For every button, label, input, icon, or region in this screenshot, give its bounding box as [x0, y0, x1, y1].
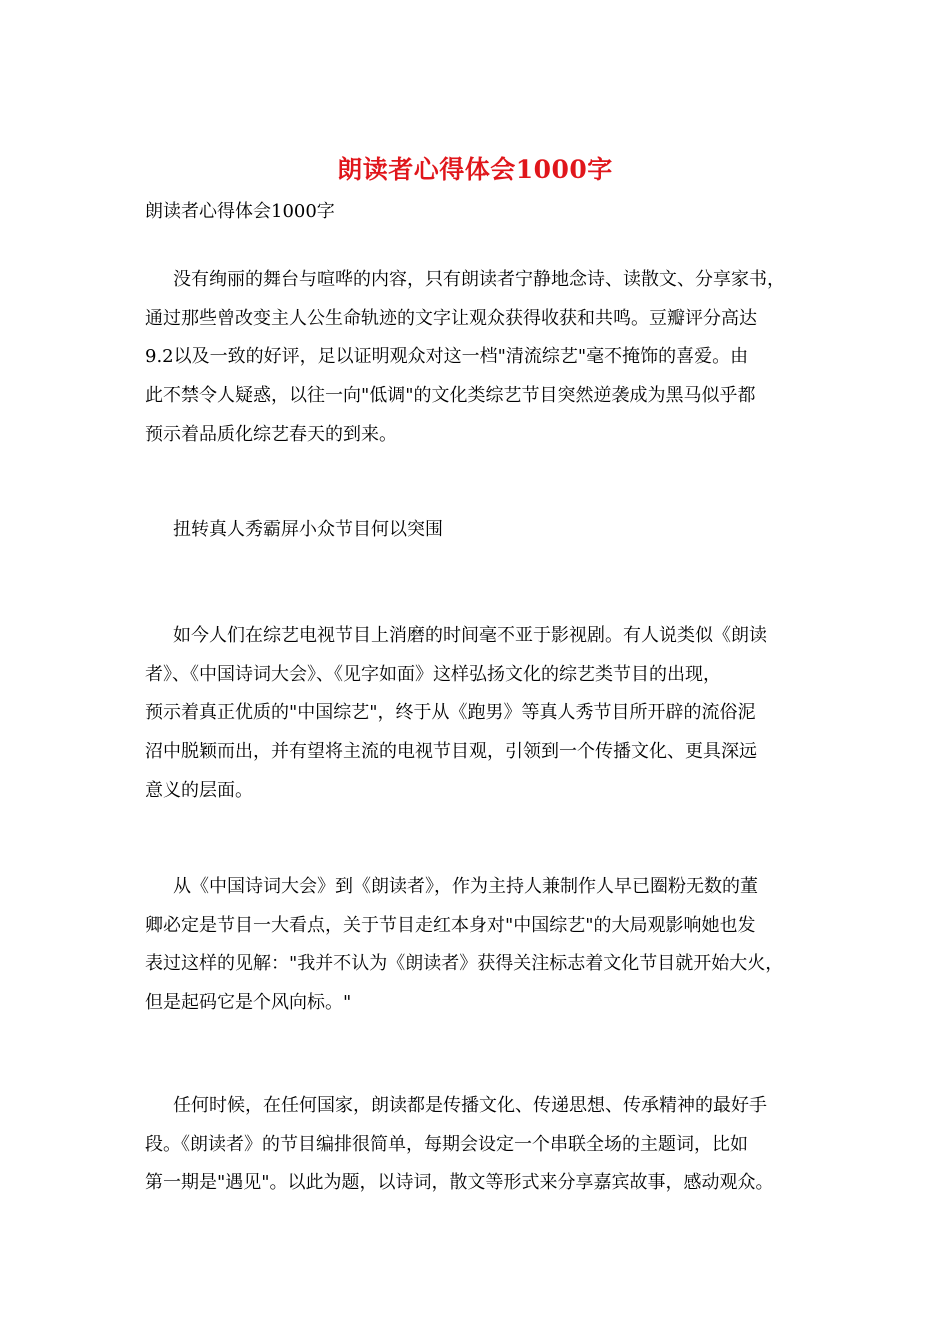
- paragraph-line: 预示着品质化综艺春天的到来。: [145, 423, 397, 445]
- paragraph-body-1: [145, 617, 815, 811]
- document-subtitle: 朗读者心得体会1000字: [145, 201, 335, 222]
- paragraph-line: 从《中国诗词大会》到《朗读者》，作为主持人兼制作人早已圈粉无数的董: [173, 876, 758, 897]
- paragraph-line: 第一期是"遇见"。以此为题，以诗词，散文等形式来分享嘉宾故事，感动观众。: [145, 1172, 774, 1194]
- paragraph-body-2: [145, 868, 815, 1023]
- section-heading: 扭转真人秀霸屏小众节目何以突围: [173, 519, 443, 540]
- paragraph-line: 意义的层面。: [145, 779, 253, 801]
- paragraph-line: 预示着真正优质的"中国综艺"，终于从《跑男》等真人秀节目所开辟的流俗泥: [145, 702, 756, 724]
- paragraph-line: 表过这样的见解："我并不认为《朗读者》获得关注标志着文化节目就开始大火，: [145, 953, 784, 975]
- document-title: 朗读者心得体会1000字: [337, 155, 613, 184]
- paragraph-line: 9.2以及一致的好评，足以证明观众对这一档"清流综艺"毫不掩饰的喜爱。由: [145, 346, 749, 368]
- paragraph-line: 段。《朗读者》的节目编排很简单，每期会设定一个串联全场的主题词，比如: [145, 1133, 748, 1155]
- paragraph-line: 如今人们在综艺电视节目上消磨的时间毫不亚于影视剧。有人说类似《朗读: [173, 625, 767, 646]
- paragraph-line: 此不禁令人疑惑，以往一向"低调"的文化类综艺节目突然逆袭成为黑马似乎都: [145, 385, 756, 407]
- paragraph-line: 通过那些曾改变主人公生命轨迹的文字让观众获得收获和共鸣。豆瓣评分高达: [145, 307, 757, 329]
- paragraph-line: 但是起码它是个风向标。": [145, 992, 352, 1014]
- paragraph-line: 没有绚丽的舞台与喧哗的内容，只有朗读者宁静地念诗、读散文、分享家书，: [173, 269, 785, 290]
- paragraph-line: 者》、《中国诗词大会》、《见字如面》这样弘扬文化的综艺类节目的出现，: [145, 663, 721, 685]
- paragraph-body-3: [145, 1087, 815, 1203]
- paragraph-line: 沼中脱颖而出，并有望将主流的电视节目观，引领到一个传播文化、更具深远: [145, 741, 757, 763]
- paragraph-line: 卿必定是节目一大看点，关于节目走红本身对"中国综艺"的大局观影响她也发: [145, 914, 756, 936]
- paragraph-intro: [145, 261, 815, 455]
- paragraph-line: 任何时候，在任何国家，朗读都是传播文化、传递思想、传承精神的最好手: [173, 1095, 767, 1116]
- paragraph-heading: [145, 511, 815, 550]
